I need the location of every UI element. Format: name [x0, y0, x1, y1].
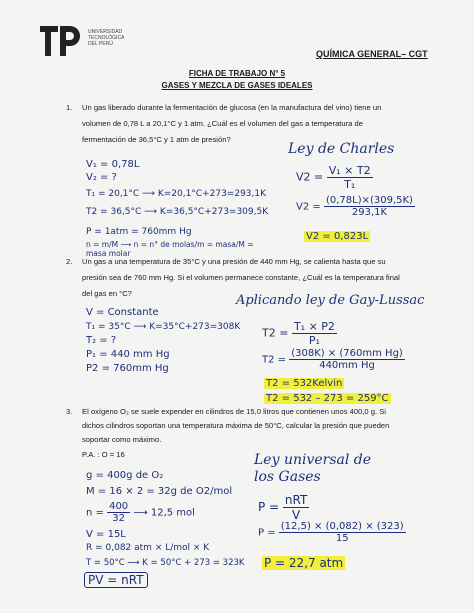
q3-atomic-weight: P.A. : O = 16 [82, 450, 125, 459]
q1-pressure: P = 1atm = 760mm Hg [86, 227, 192, 237]
q2-equation: T2 = $\frac{\text{T₁ ⨯ P2}}{\text{P₁}}$ [262, 320, 335, 347]
q1-text-3: fermentación de 36,5°C y 1 atm de presión? [82, 135, 231, 144]
q3-ideal-gas-law: PV = nRT [84, 572, 148, 588]
q2-text-3: del gas en °C? [82, 289, 132, 298]
q1-text-2: volumen de 0,78 L a 20,1°C y 1 atm. ¿Cuál es el volumen del gas a temperatura de [82, 119, 363, 128]
q3-answer: P = 22,7 atm [264, 556, 344, 570]
course-title: QUÍMICA GENERAL– CGT [316, 49, 428, 59]
q2-t1: T₁ = 35°C ⟶ K=35°C+273=308K [86, 322, 241, 332]
q2-answer-celsius: T2 = 532 – 273 = 259°C [266, 393, 389, 404]
q2-text-1: Un gas a una temperatura de 35°C y una presión de 440 mm Hg, se calienta hasta que su [82, 257, 386, 266]
q1-number: 1. [66, 103, 73, 112]
q3-moles: n = $\frac{400}{32}$ ⟶ 12,5 mol [86, 501, 195, 524]
q2-answer-kelvin: T2 = 532Kelvin [266, 378, 343, 389]
sheet-subtitle: GASES Y MEZCLA DE GASES IDEALES [161, 81, 313, 90]
q2-p1: P₁ = 440 mm Hg [86, 349, 170, 360]
q3-gas-constant: R = 0,082 atm ⨯ L/mol ⨯ K [86, 543, 210, 553]
q2-substitution: T2 = $\frac{\text{(308K) ⨯ (760mm Hg)}}{\text{440mm Hg}}$ [262, 348, 403, 371]
q1-t1: T₁ = 20,1°C ⟶ K=20,1°C+273=293,1K [86, 189, 267, 199]
q3-substitution: P = $\frac{(12,5) ⨯ (0,082) ⨯ (323)}{15}$ [258, 521, 404, 544]
q2-number: 2. [66, 257, 73, 266]
q3-law: Ley universal de los Gases [254, 452, 372, 485]
q3-text-3: soportar como máximo. [82, 435, 162, 444]
q1-moles-note: n = m/M ⟶ n = n° de molas/m = masa/M = masa molar [86, 240, 254, 258]
q1-v1: V₁ = 0,78L [86, 159, 140, 170]
q3-volume: V = 15L [86, 529, 126, 540]
sheet-title: FICHA DE TRABAJO N° 5 [188, 69, 286, 78]
q2-t2: T₂ = ? [86, 335, 117, 346]
q3-mass: g = 400g de O₂ [86, 470, 164, 481]
q3-equation: P = $\frac{\text{nRT}}{V}$ [258, 493, 308, 522]
q1-t2: T2 = 36,5°C ⟶ K=36,5°C+273=309,5K [86, 207, 269, 217]
q2-p2: P2 = 760mm Hg [86, 363, 169, 374]
q3-molar-mass: M = 16 ⨯ 2 = 32g de O2/mol [86, 486, 233, 497]
q3-number: 3. [66, 407, 73, 416]
q2-volume: V = Constante [86, 307, 159, 318]
q1-substitution: V2 = $\frac{(0,78L)⨯(309,5K)}{293,1K}$ [296, 195, 413, 218]
q3-temperature: T = 50°C ⟶ K = 50°C + 273 = 323K [86, 558, 245, 568]
q3-text-2: dichos cilindros soportan una temperatura máxima de 50°C, calcular la presión que pueden [82, 421, 390, 430]
university-name: UNIVERSIDAD TECNOLÓGICA DEL PERÚ [88, 29, 125, 47]
q2-text-2: presión sea de 760 mm Hg. Si el volumen permanece constante, ¿Cuál es la temperatura final [82, 273, 400, 282]
q1-equation: V2 = $\frac{\text{V₁ ⨯ T2}}{\text{T₁}}$ [296, 164, 371, 191]
q2-law: Aplicando ley de Gay-Lussac [236, 293, 425, 308]
q1-v2: V₂ = ? [86, 172, 117, 183]
q3-text-1: El oxígeno O₂ se suele expender en cilindros de 15,0 litros que contienen unos 400,0 g. Si [82, 407, 386, 416]
q1-text-1: Un gas liberado durante la fermentación de glucosa (en la manufactura del vino) tiene un [82, 103, 382, 112]
utp-logo [36, 22, 86, 60]
q1-law: Ley de Charles [288, 141, 395, 157]
q1-answer: V2 = 0,823L [306, 231, 369, 242]
